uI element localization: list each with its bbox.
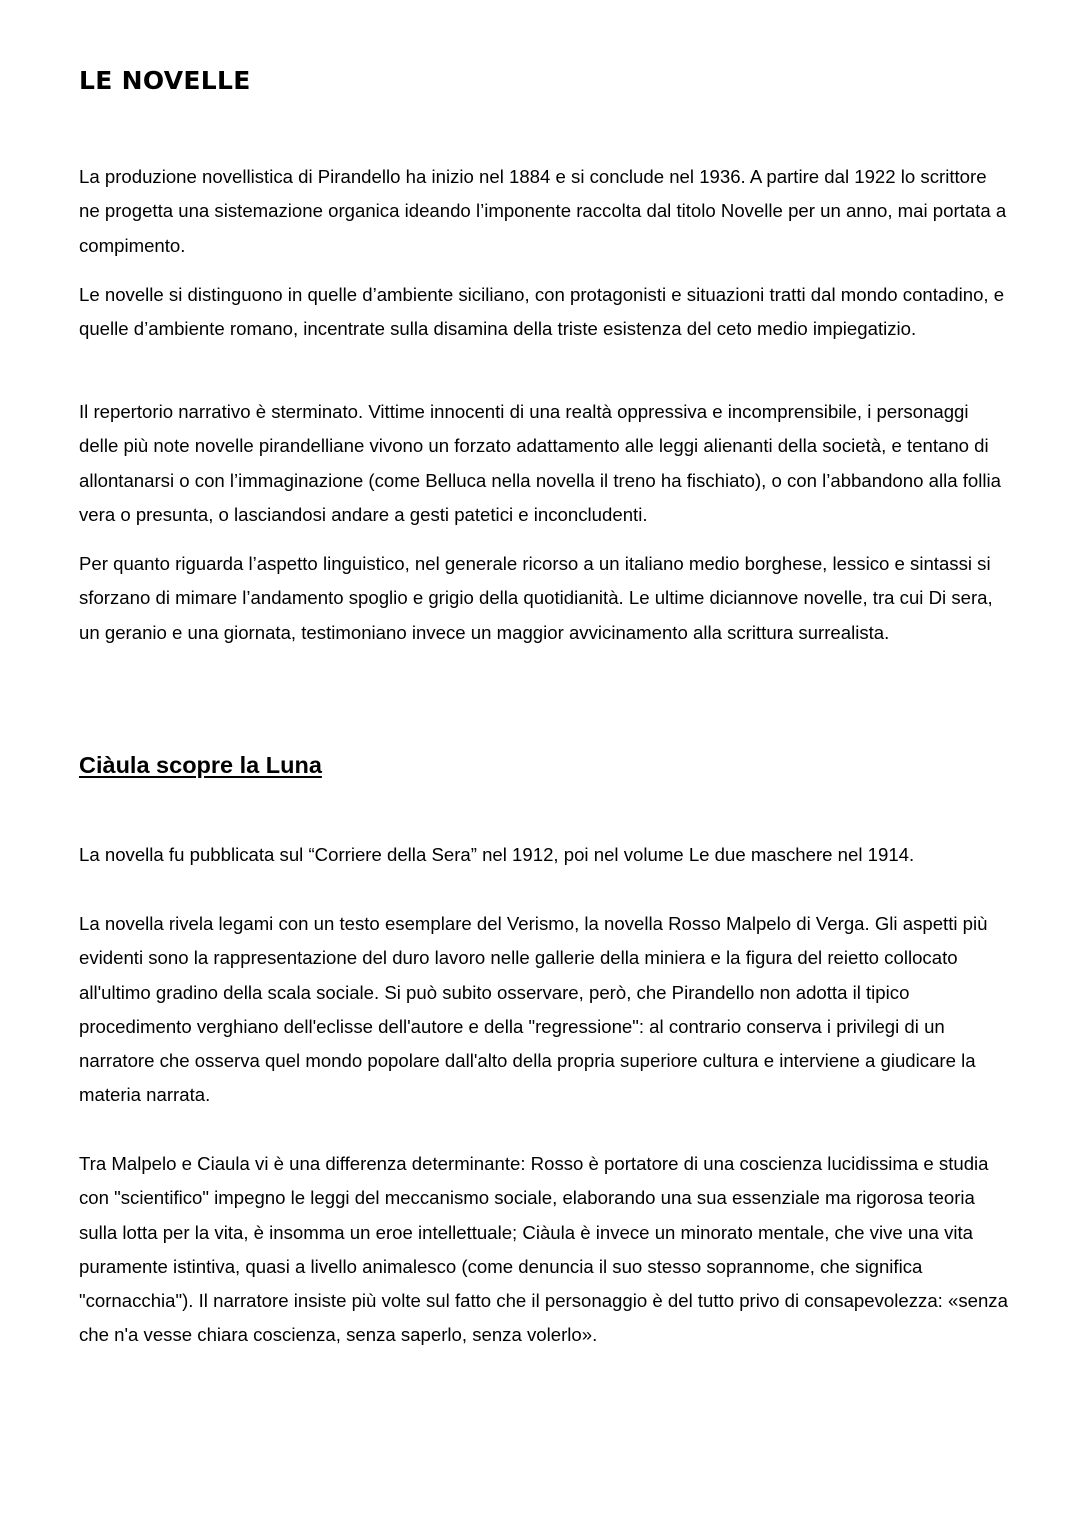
paragraph-ciaula-verismo: La novella rivela legami con un testo esemplare del Verismo, la novella Rosso Malpelo di Verga. Gli aspetti più evidenti sono la rappresentazione del duro lavoro nelle gallerie della miniera e la figura del reietto collocato all'ultimo gradino della scala sociale. Si può subito osservare, però, che Pirandello non adotta il tipico procedimento verghiano dell'eclisse dell'autore e della "regressione": al contrario conserva i privilegi di un narratore che osserva quel mondo popolare dall'alto della propria superiore cultura e interviene a giudicare la materia narrata.	[79, 913, 988, 1106]
section-title-ciaula: Ciàula scopre la Luna	[79, 752, 322, 778]
paragraph-ciaula-malpelo: Tra Malpelo e Ciaula vi è una differenza determinante: Rosso è portatore di una coscienza lucidissima e studia con "scientifico" impegno le leggi del meccanismo sociale, elaborando una sua essenziale ma rigorosa teoria sulla lotta per la vita, è insomma un eroe intellettuale; Ciàula è invece un minorato mentale, che vive una vita puramente istintiva, quasi a livello animalesco (come denuncia il suo stesso soprannome, che significa "cornacchia"). Il narratore insiste più volte sul fatto che il personaggio è del tutto privo di consapevolezza: «senza che n'a vesse chiara coscienza, senza saperlo, senza volerlo».	[79, 1153, 1008, 1346]
paragraph-novelle-repertorio: Il repertorio narrativo è sterminato. Vittime innocenti di una realtà oppressiva e incomprensibile, i personaggi delle più note novelle pirandelliane vivono un forzato adattamento alle leggi alienanti della società, e tentano di allontanarsi o con l’immaginazione (come Belluca nella novella il treno ha fischiato), o con l’abbandono alla follia vera o presunta, o lasciandosi andare a gesti patetici e inconcludenti.	[79, 401, 1001, 525]
paragraph-ciaula-pubblicazione: La novella fu pubblicata sul “Corriere della Sera” nel 1912, poi nel volume Le due maschere nel 1914.	[79, 844, 915, 865]
section-title-le-novelle: LE NOVELLE	[79, 66, 251, 95]
paragraph-novelle-production: La produzione novellistica di Pirandello ha inizio nel 1884 e si conclude nel 1936. A partire dal 1922 lo scrittore ne progetta una sistemazione organica ideando l’imponente raccolta dal titolo Novelle per un anno, mai portata a compimento.	[79, 166, 1007, 256]
paragraph-novelle-linguistico: Per quanto riguarda l’aspetto linguistico, nel generale ricorso a un italiano medio borghese, lessico e sintassi si sforzano di mimare l’andamento spoglio e grigio della quotidianità. Le ultime diciannove novelle, tra cui Di sera, un geranio e una giornata, testimoniano invece un maggior avvicinamento alla scrittura surrealista.	[79, 553, 993, 643]
paragraph-novelle-ambienti: Le novelle si distinguono in quelle d’ambiente siciliano, con protagonisti e situazioni tratti dal mondo contadino, e quelle d’ambiente romano, incentrate sulla disamina della triste esistenza del ceto medio impiegatizio.	[79, 284, 1005, 340]
